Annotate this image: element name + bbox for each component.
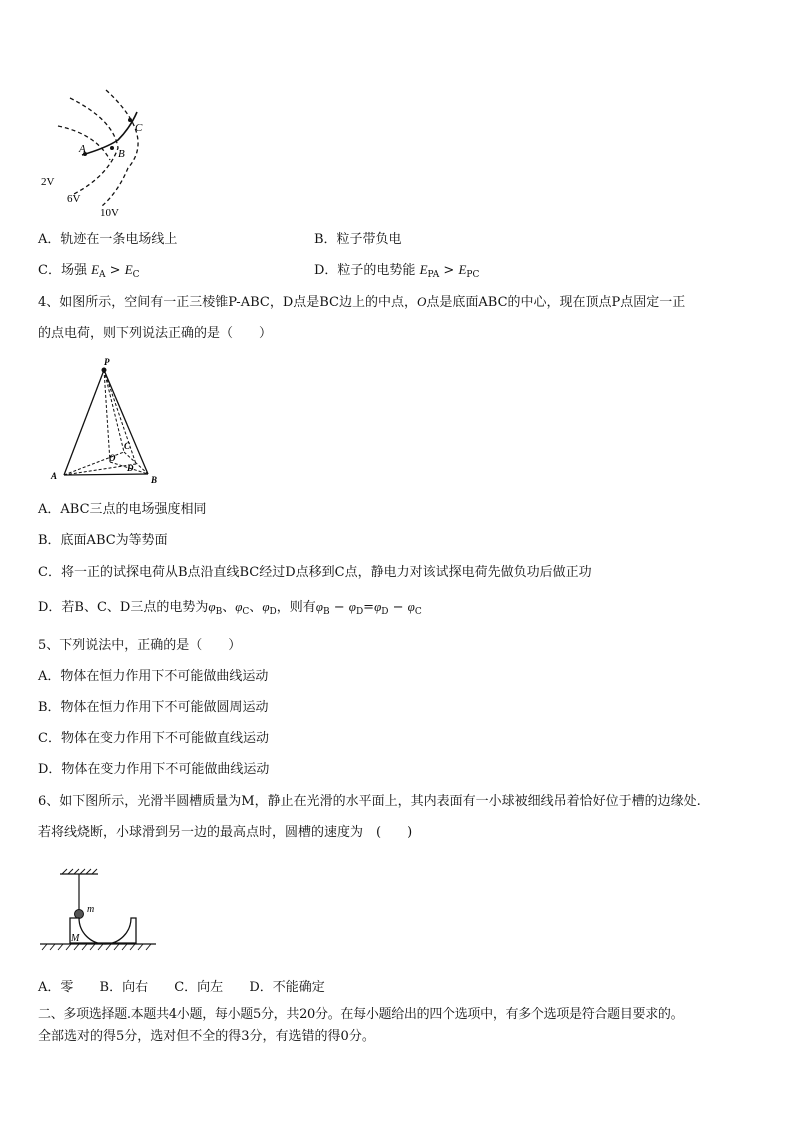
- label-b: B: [151, 475, 158, 484]
- q5-option-b: B．物体在恒力作用下不可能做圆周运动: [38, 700, 269, 715]
- q6-option-a: A．零: [38, 980, 74, 995]
- q3-option-c: C．场强 $E_A > E_C$: [38, 262, 140, 280]
- label-b: B: [118, 148, 125, 160]
- q4-stem-line1: 4、如图所示，空间有一正三棱锥P-ABC，D点是BC边上的中点，O点是底面ABC的中心，现在顶点P点固定一正: [38, 294, 686, 310]
- apex-p: [102, 368, 107, 373]
- label-c: C: [124, 441, 131, 451]
- q3-option-b: B．粒子带负电: [314, 232, 402, 247]
- label-d: D: [127, 463, 134, 473]
- section2-line2: 全部选对的得5分，选对但不全的得3分，有选错的得0分。: [38, 1029, 375, 1044]
- q6-stem-line2: 若将线烧断，小球滑到另一边的最高点时，圆槽的速度为 ( ): [38, 825, 413, 840]
- q3-option-d: D．粒子的电势能 $E_{PA} > E_{PC}$: [314, 262, 480, 280]
- q5-option-c: C．物体在变力作用下不可能做直线运动: [38, 731, 269, 746]
- groove-m: [70, 918, 136, 944]
- label-o: O: [109, 453, 116, 463]
- q4-option-b: B．底面ABC为等势面: [38, 533, 168, 548]
- label-big-m: M: [71, 933, 80, 944]
- label-p: P: [104, 357, 110, 367]
- label-6v: 6V: [67, 193, 81, 205]
- ball-m: [75, 910, 84, 919]
- equipotential-line-6v: [70, 98, 118, 194]
- q4-option-d: D．若B、C、D三点的电势为$\varphi_B$、$\varphi_C$、$\varphi_D$，则有$\varphi_B - \varphi_D=\varphi_D - \varphi_C$: [38, 599, 422, 617]
- q6-option-b: B．向右: [99, 980, 149, 995]
- q4-pyramid-figure: [46, 354, 166, 484]
- q6-semicircle-groove-figure: [38, 868, 162, 956]
- q4-option-a: A．ABC三点的电场强度相同: [38, 502, 207, 517]
- q6-option-c: C．向左: [174, 980, 224, 995]
- q5-option-d: D．物体在变力作用下不可能做曲线运动: [38, 762, 270, 777]
- q4-option-c: C．将一正的试探电荷从B点沿直线BC经过D点移到C点，静电力对该试探电荷先做负功后做正功: [38, 565, 592, 580]
- point-b: [110, 146, 114, 150]
- point-c: [128, 118, 132, 122]
- label-a: A: [51, 471, 58, 481]
- q6-options: [38, 976, 325, 995]
- q6-stem-line1: 6、如下图所示，光滑半圆槽质量为M，静止在光滑的水平面上，其内表面有一小球被细线吊着恰好位于槽的边缘处.: [38, 794, 701, 809]
- q5-stem: 5、下列说法中，正确的是（ ）: [38, 638, 242, 653]
- q3-option-a: A．轨迹在一条电场线上: [38, 232, 178, 247]
- q3-equipotential-figure: [36, 88, 166, 223]
- q6-option-d: D．不能确定: [249, 980, 325, 995]
- label-a: A: [79, 143, 86, 155]
- q4-stem-line2: 的点电荷，则下列说法正确的是（ ）: [38, 326, 273, 341]
- label-m: m: [87, 904, 95, 915]
- section2-line1: 二、多项选择题.本题共4小题，每小题5分，共20分。在每小题给出的四个选项中，有多个选项是符合题目要求的。: [38, 1007, 684, 1022]
- label-2v: 2V: [41, 176, 55, 188]
- label-c: C: [135, 122, 143, 134]
- label-10v: 10V: [100, 207, 119, 219]
- q5-option-a: A．物体在恒力作用下不可能做曲线运动: [38, 669, 269, 684]
